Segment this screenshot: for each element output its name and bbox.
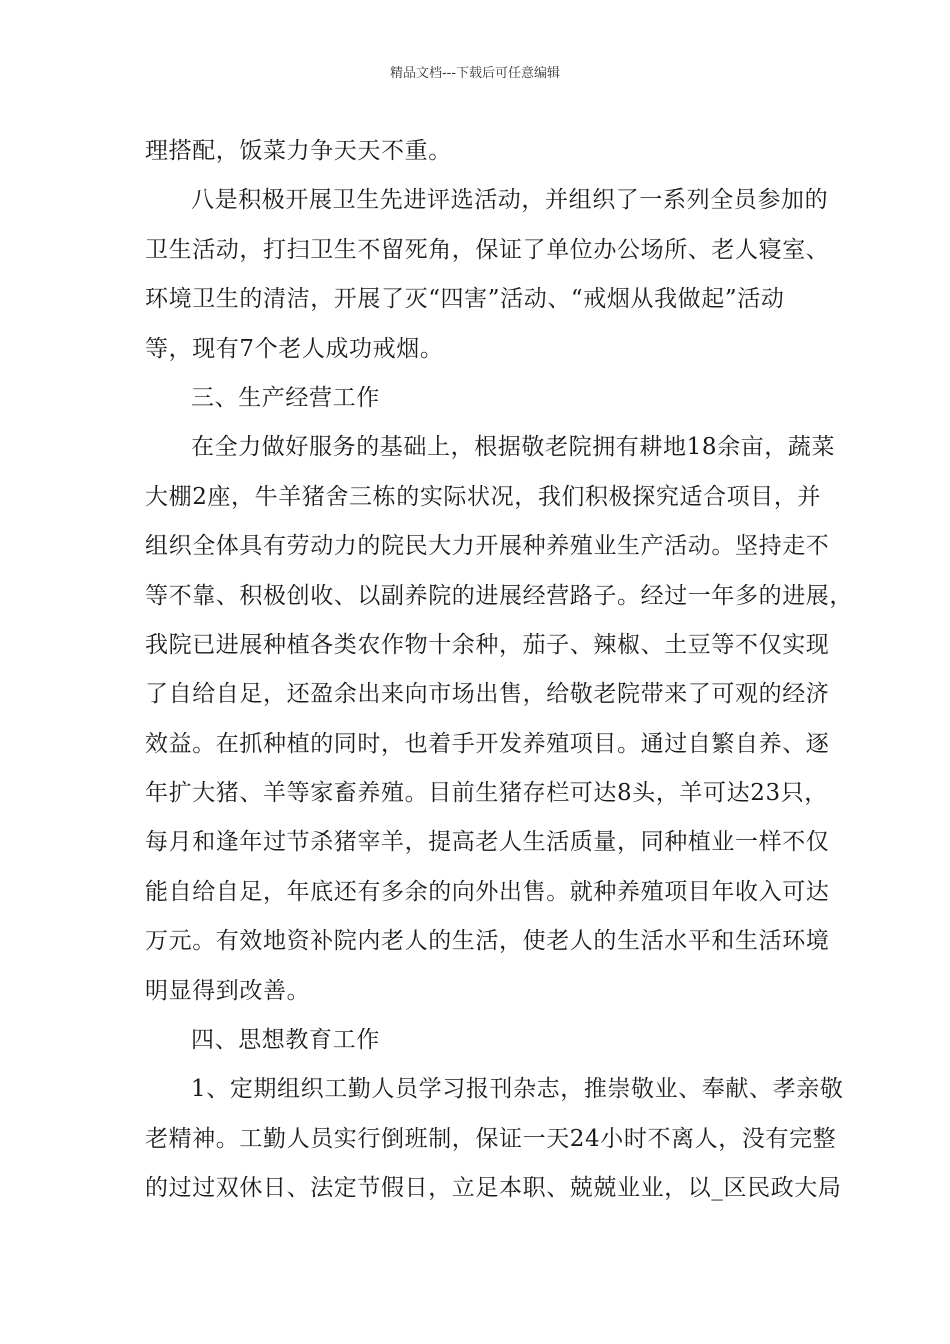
text-line: 每月和逢年过节杀猪宰羊，提高老人生活质量，同种植业一样不仅: [145, 829, 830, 856]
text-line: 老精神。工勤人员实行倒班制，保证一天24小时不离人，没有完整: [145, 1125, 837, 1152]
text-line: 万元。有效地资补院内老人的生活，使老人的生活水平和生活环境: [145, 928, 830, 955]
text-line: 卫生活动，打扫卫生不留死角，保证了单位办公场所、老人寝室、: [145, 236, 830, 263]
text-line: 组织全体具有劳动力的院民大力开展种养殖业生产活动。坚持走不: [145, 533, 830, 560]
text-line: 1、定期组织工勤人员学习报刊杂志，推崇敬业、奉献、孝亲敬: [191, 1076, 844, 1103]
text-line: 大棚2座，牛羊猪舍三栋的实际状况，我们积极探究适合项目，并: [145, 483, 822, 510]
text-line: 年扩大猪、羊等家畜养殖。目前生猪存栏可达8头，羊可达23只，: [145, 780, 828, 807]
text-line: 效益。在抓种植的同时，也着手开发养殖项目。通过自繁自养、逐: [145, 730, 830, 757]
text-line: 在全力做好服务的基础上，根据敬老院拥有耕地18余亩，蔬菜: [191, 434, 836, 461]
text-line: 能自给自足，年底还有多余的向外出售。就种养殖项目年收入可达: [145, 878, 830, 905]
text-line: 等不靠、积极创收、以副养院的进展经营路子。经过一年多的进展，: [145, 582, 853, 609]
text-line: 环境卫生的清洁，开展了灭“四害”活动、“戒烟从我做起”活动: [145, 286, 785, 313]
text-line: 我院已进展种植各类农作物十余种，茄子、辣椒、土豆等不仅实现: [145, 631, 830, 658]
text-line: 明显得到改善。: [145, 977, 311, 1004]
page-header: 精品文档---下载后可任意编辑: [389, 66, 561, 81]
text-line: 理搭配，饭菜力争天天不重。: [145, 138, 452, 164]
text-line: 等，现有7个老人成功戒烟。: [145, 335, 444, 362]
text-line: 八是积极开展卫生先进评选活动，并组织了一系列全员参加的: [191, 187, 829, 214]
document-body: [145, 127, 853, 1214]
section-heading: 三、生产经营工作: [191, 384, 380, 411]
text-line: 的过过双休日、法定节假日，立足本职、兢兢业业，以_区民政大局: [145, 1175, 842, 1202]
section-heading: 四、思想教育工作: [191, 1027, 380, 1054]
text-line: 了自给自足，还盈余出来向市场出售，给敬老院带来了可观的经济: [145, 681, 830, 708]
